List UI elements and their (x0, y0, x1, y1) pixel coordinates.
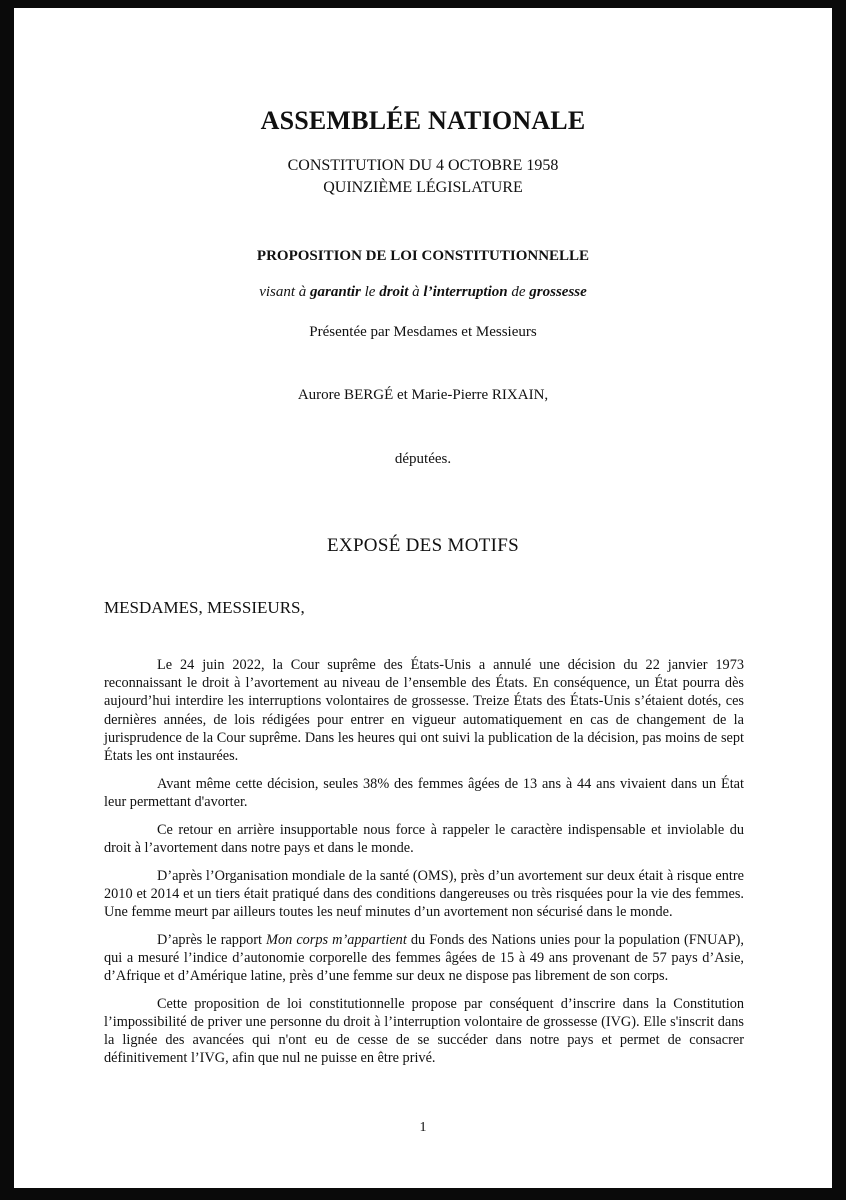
bill-type: PROPOSITION DE LOI CONSTITUTIONNELLE (256, 248, 590, 264)
body-paragraph (104, 931, 744, 986)
subtitle-word: le (360, 284, 380, 300)
expose-body (104, 656, 744, 1077)
subtitle-word: l’interruption (423, 284, 508, 300)
bill-subtitle (0, 284, 846, 301)
body-paragraph: D’après l’Organisation mondiale de la santé (OMS), près d’un avortement sur deux était à risque entre 2010 et 2014 et un tiers était pratiqué dans des conditions dangereuses ou très risquées pour la vie des femmes. Une femme meurt par ailleurs toutes les neuf minutes d’un avortement non sécurisé dans le monde. (104, 867, 744, 920)
subtitle-word: garantir (310, 284, 361, 300)
subtitle-word: de (507, 284, 530, 300)
paragraph-text: du Fonds des Nations unies pour la population (FNUAP), qui a mesuré l’indice d’autonomie corporelle des femmes âgées de 15 à 49 ans provenant de 57 pays d’Asie, d’Afrique et d’Amérique latine, près d’une femme sur deux ne dispose pas librement de son corps. (104, 931, 744, 985)
salutation: MESDAMES, MESSIEURS, (104, 598, 305, 617)
subtitle-word: à (295, 284, 311, 300)
subtitle-word: grossesse (529, 284, 587, 300)
subtitle-word: droit (379, 284, 409, 300)
body-paragraph: Cette proposition de loi constitutionnelle propose par conséquent d’inscrire dans la Constitution l’impossibilité de priver une personne du droit à l’interruption volontaire de grossesse (IVG). Elle s'inscrit dans la lignée des avancées qui n'ont eu de cesse de se succéder dans notre pays et permet de consacrer définitivement l’IVG, afin que nul ne puisse en être privé. (104, 995, 744, 1067)
body-paragraph: Avant même cette décision, seules 38% des femmes âgées de 13 ans à 44 ans vivaient dans un État leur permettant d'avorter. (104, 775, 744, 810)
subtitle-word: à (408, 284, 424, 300)
body-paragraph: Ce retour en arrière insupportable nous force à rappeler le caractère indispensable et inviolable du droit à l’avortement dans notre pays et dans le monde. (104, 821, 744, 856)
body-paragraph: Le 24 juin 2022, la Cour suprême des États-Unis a annulé une décision du 22 janvier 1973 reconnaissant le droit à l’avortement au niveau de l’ensemble des États. En conséquence, un État pourra dès aujourd’hui interdire les interruptions volontaires de grossesse. Treize États des États-Unis s’étaient dotés, ces dernières années, de lois rédigées pour entrer en vigueur automatiquement en cas de changement de la jurisprudence de la Cour suprême. Dans les heures qui ont suivi la publication de la décision, pas moins de sept États les ont instaurées. (104, 657, 744, 765)
constitution-line: CONSTITUTION DU 4 OCTOBRE 1958 (287, 157, 559, 174)
expose-title: EXPOSÉ DES MOTIFS (327, 535, 519, 556)
report-title: Mon corps m’appartient (266, 931, 407, 948)
authors: Aurore BERGÉ et Marie-Pierre RIXAIN, (297, 387, 549, 403)
authors-role: députées. (394, 451, 452, 467)
subtitle-word: visant (259, 284, 296, 300)
paragraph-text: D’après le rapport (157, 931, 267, 948)
legislature-line: QUINZIÈME LÉGISLATURE (323, 179, 523, 196)
page-number: 1 (419, 1120, 427, 1135)
presented-by: Présentée par Mesdames et Messieurs (309, 324, 537, 340)
assembly-title: ASSEMBLÉE NATIONALE (260, 106, 586, 135)
